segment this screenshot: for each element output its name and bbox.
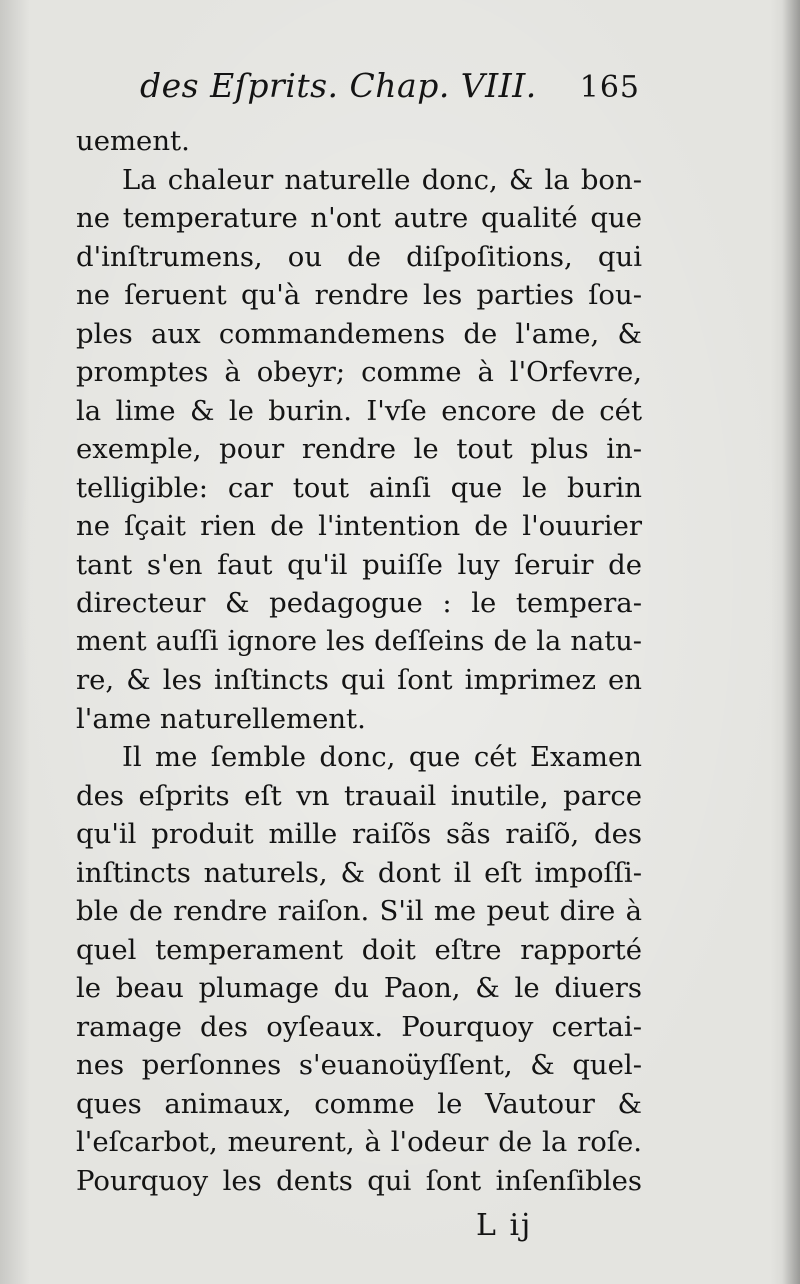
text-line: le beau plumage du Paon, & le diuers [76,972,642,1004]
text-line: Il me ſemble donc, que cét Examen [122,741,642,773]
text-line: inſtincts naturels, & dont il eſt impoſſi- [76,856,642,889]
text-line: des eſprits eſt vn trauail inutile, parce [76,779,642,812]
text-line: re, & les inſtincts qui ſont imprimez en [76,664,642,696]
text-line: ne ſeruent qu'à rendre les parties ſou- [76,279,642,311]
text-line: qu'il produit mille raiſõs sãs raiſõ, des [76,818,642,850]
text-line: nes perſonnes s'euanoüyſſent, & quel- [76,1049,642,1081]
text-line: La chaleur naturelle donc, & la bon- [122,163,642,196]
text-line: directeur & pedagogue : le tempera- [76,587,642,619]
text-line: ble de rendre raiſon. S'il me peut dire à [76,895,642,927]
text-line: exemple, pour rendre le tout plus in- [76,433,642,465]
page-number: 165 [579,70,640,105]
text-line: quel temperament doit eſtre rapporté [76,933,642,966]
body-text [76,122,642,1200]
text-line: telligible: car tout ainſi que le burin [76,471,642,504]
text-line: l'ame naturellement. [76,702,366,735]
text-line: d'inſtrumens, ou de diſpoſitions, qui [76,240,642,273]
running-title: des Eſprits. Chap. VIII. [140,66,537,105]
text-line: ples aux commandemens de l'ame, & [76,317,642,350]
running-header [140,66,640,122]
text-line: l'eſcarbot, meurent, à l'odeur de la roſe. [76,1126,642,1158]
text-line: ment auſſi ignore les deſſeins de la natu- [76,625,642,657]
text-line: uement. [76,125,190,157]
text-line: tant s'en faut qu'il puiſſe luy ſeruir de [76,548,642,581]
signature-mark: L ij [476,1208,533,1243]
text-line: la lime & le burin. I'vſe encore de cét [76,394,642,427]
text-line: ne temperature n'ont autre qualité que [76,202,642,234]
text-line: ques animaux, comme le Vautour & [76,1087,642,1120]
page-edge-shadow [782,0,800,1284]
text-line: promptes à obeyr; comme à l'Orfevre, [76,356,642,388]
text-line: Pourquoy les dents qui ſont inſenſibles [76,1164,642,1197]
text-line: ramage des oyſeaux. Pourquoy certai- [76,1010,642,1043]
text-line: ne ſçait rien de l'intention de l'ouurier [76,510,642,542]
